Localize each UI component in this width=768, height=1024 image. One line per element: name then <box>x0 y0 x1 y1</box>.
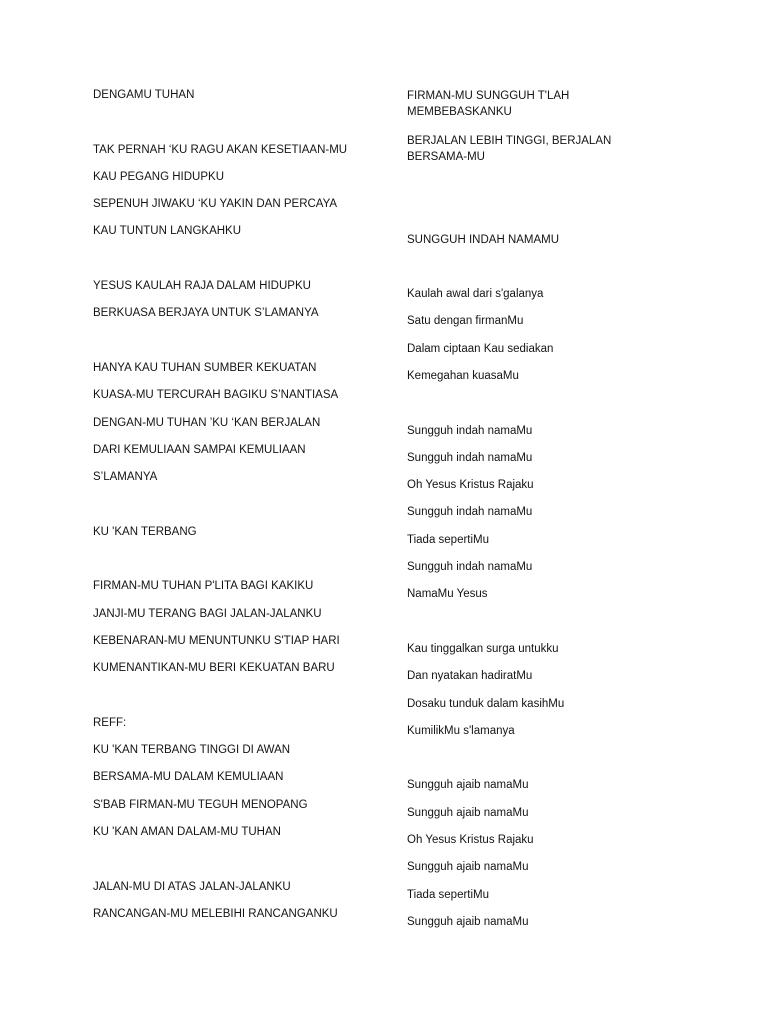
lyric-line: DENGAN-MU TUHAN ’KU ‘KAN BERJALAN <box>93 416 321 429</box>
lyric-line: BERSAMA-MU DALAM KEMULIAAN <box>93 771 284 784</box>
lyric-line: S'BAB FIRMAN-MU TEGUH MENOPANG <box>93 798 308 811</box>
right-lyrics-column <box>407 227 647 937</box>
lyric-line: SUNGGUH INDAH NAMAMU <box>407 233 560 246</box>
lyric-line: Sungguh indah namaMu <box>407 506 533 519</box>
lyric-line: Dan nyatakan hadiratMu <box>407 670 533 683</box>
blank-line <box>93 846 383 873</box>
blank-line <box>93 683 383 710</box>
lyric-line: Sungguh indah namaMu <box>407 561 533 574</box>
lyric-line: KumilikMu s'lamanya <box>407 724 515 737</box>
lyric-line: Kau tinggalkan surga untukku <box>407 642 559 655</box>
lyric-line: YESUS KAULAH RAJA DALAM HIDUPKU <box>93 280 311 293</box>
lyric-line: Dalam ciptaan Kau sediakan <box>407 342 554 355</box>
blank-line <box>407 609 647 636</box>
lyric-line: Oh Yesus Kristus Rajaku <box>407 834 534 847</box>
lyric-line: SEPENUH JIWAKU ‘KU YAKIN DAN PERCAYA <box>93 198 338 211</box>
lyric-line: DARI KEMULIAAN SAMPAI KEMULIAAN <box>93 443 306 456</box>
left-lyrics-column <box>93 82 383 928</box>
lyric-line: KU 'KAN TERBANG <box>93 525 197 538</box>
blank-line <box>93 109 383 136</box>
lyric-line: REFF: <box>93 716 127 729</box>
lyric-line: JANJI-MU TERANG BAGI JALAN-JALANKU <box>93 607 322 620</box>
lyric-line: JALAN-MU DI ATAS JALAN-JALANKU <box>93 880 291 893</box>
lyric-line: RANCANGAN-MU MELEBIHI RANCANGANKU <box>93 907 338 920</box>
lyric-line: TAK PERNAH ‘KU RAGU AKAN KESETIAAN-MU <box>93 143 348 156</box>
blank-line <box>93 546 383 573</box>
lyric-line: HANYA KAU TUHAN SUMBER KEKUATAN <box>93 361 317 374</box>
lyric-paragraph: FIRMAN-MU SUNGGUH T'LAH MEMBEBASKANKU <box>407 90 570 118</box>
lyric-line: DENGAMU TUHAN <box>93 89 195 101</box>
lyric-line: KAU TUNTUN LANGKAHKU <box>93 225 242 238</box>
lyric-line: Tiada sepertiMu <box>407 888 490 901</box>
lyric-line: KUASA-MU TERCURAH BAGIKU S’NANTIASA <box>93 389 339 402</box>
blank-line <box>93 328 383 355</box>
lyric-line: Sungguh indah namaMu <box>407 424 533 437</box>
right-intro-paragraphs <box>407 88 647 178</box>
lyric-line: Kemegahan kuasaMu <box>407 369 519 382</box>
lyric-line: KUMENANTIKAN-MU BERI KEKUATAN BARU <box>93 662 335 675</box>
lyric-line: Sungguh ajaib namaMu <box>407 779 529 792</box>
lyric-line: Sungguh indah namaMu <box>407 451 533 464</box>
lyric-paragraph: BERJALAN LEBIH TINGGI, BERJALAN BERSAMA-MU <box>407 135 612 163</box>
lyric-line: Satu dengan firmanMu <box>407 315 524 328</box>
lyric-line: Kaulah awal dari s'galanya <box>407 288 544 301</box>
lyric-line: Dosaku tunduk dalam kasihMu <box>407 697 565 710</box>
lyric-line: Tiada sepertiMu <box>407 533 490 546</box>
lyric-line: FIRMAN-MU TUHAN P'LITA BAGI KAKIKU <box>93 580 314 593</box>
blank-line <box>93 246 383 273</box>
lyric-line: NamaMu Yesus <box>407 588 488 601</box>
blank-line <box>407 390 647 417</box>
lyric-line: S’LAMANYA <box>93 471 158 484</box>
lyric-line: Sungguh ajaib namaMu <box>407 861 529 874</box>
blank-line <box>407 745 647 772</box>
lyric-line: Sungguh ajaib namaMu <box>407 915 529 928</box>
lyric-line: KU 'KAN AMAN DALAM-MU TUHAN <box>93 826 281 839</box>
blank-line <box>407 254 647 281</box>
blank-line <box>93 491 383 518</box>
lyric-line: Oh Yesus Kristus Rajaku <box>407 479 534 492</box>
lyric-line: Sungguh ajaib namaMu <box>407 806 529 819</box>
lyric-line: KAU PEGANG HIDUPKU <box>93 170 224 183</box>
lyric-line: KEBENARAN-MU MENUNTUNKU S'TIAP HARI <box>93 634 340 647</box>
lyric-line: KU 'KAN TERBANG TINGGI DI AWAN <box>93 744 291 757</box>
lyric-line: BERKUASA BERJAYA UNTUK S’LAMANYA <box>93 307 319 320</box>
